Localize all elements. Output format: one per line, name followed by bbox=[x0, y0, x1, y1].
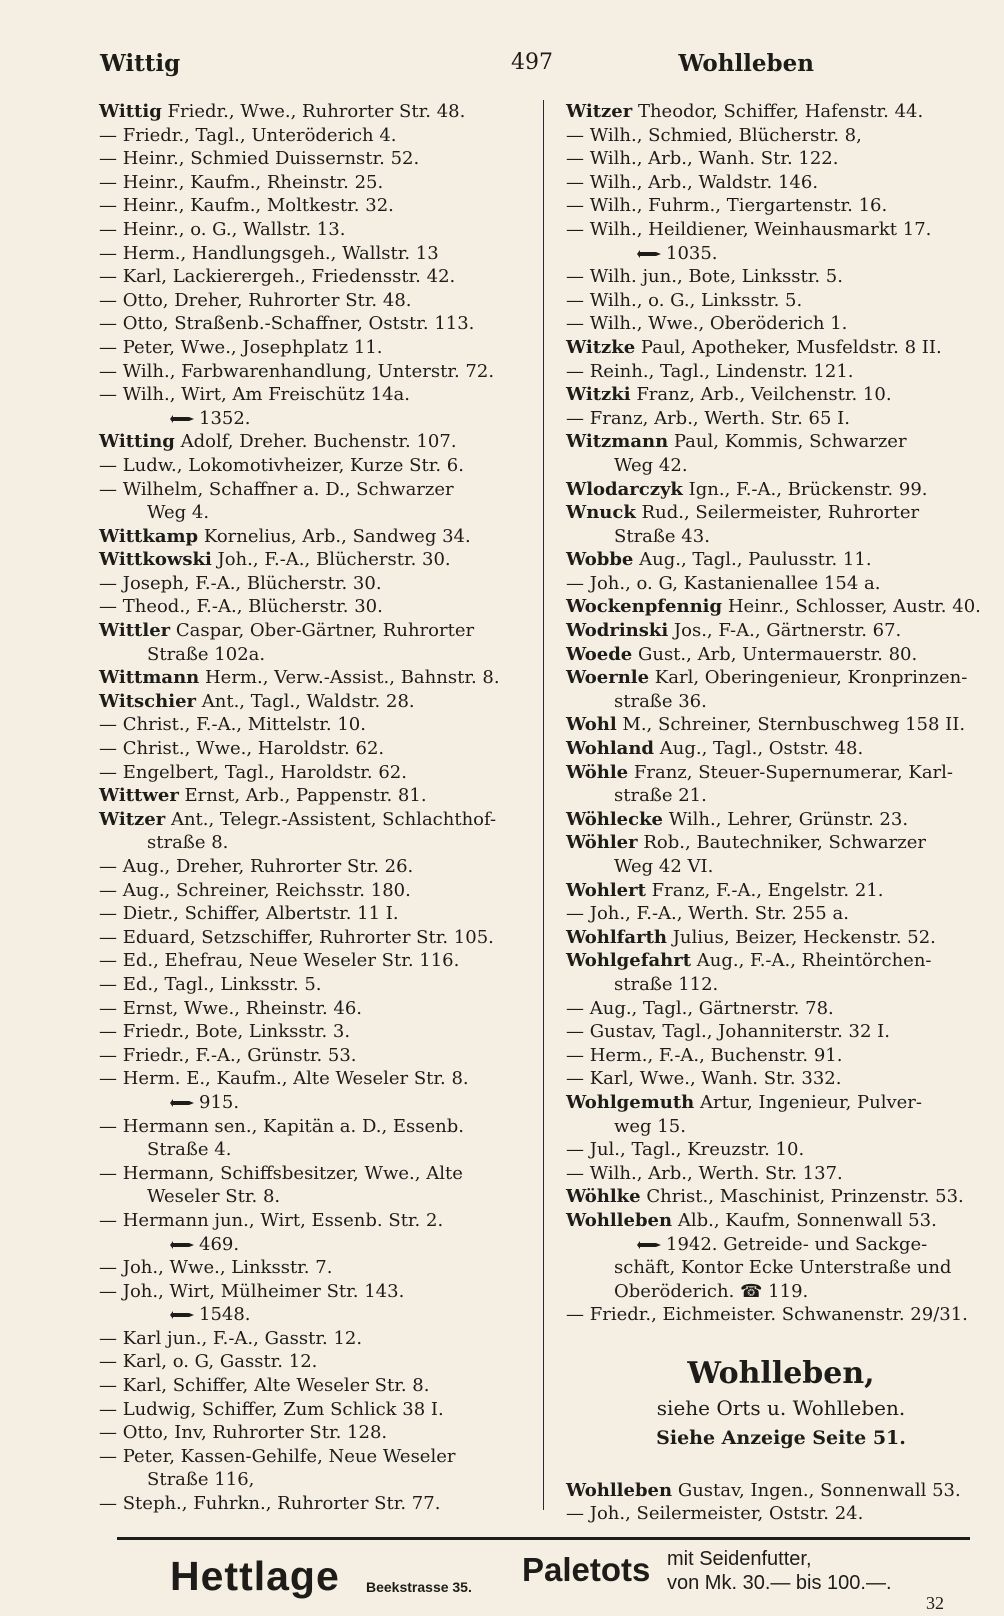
entry-details: Kornelius, Arb., Sandweg 34. bbox=[198, 525, 471, 547]
directory-entry bbox=[566, 501, 996, 525]
entry-surname: Wohlgemuth bbox=[566, 1091, 695, 1113]
footer-advertisement bbox=[170, 1545, 970, 1613]
entry-details: Ant., Telegr.-Assistent, Schlachthof- bbox=[165, 808, 497, 830]
directory-entry bbox=[99, 761, 531, 785]
entry-details: — Gustav, Tagl., Johanniterstr. 32 I. bbox=[566, 1021, 890, 1043]
entry-details: — Wilh., Arb., Werth. Str. 137. bbox=[566, 1162, 843, 1184]
entry-details: — Heinr., o. G., Wallstr. 13. bbox=[99, 218, 346, 240]
entry-details: — Joh., Wwe., Linksstr. 7. bbox=[99, 1257, 333, 1279]
entry-details: — Wilh., Arb., Waldstr. 146. bbox=[566, 171, 819, 193]
entry-surname: Wöhle bbox=[566, 761, 629, 783]
telephone-number: 1035. bbox=[666, 242, 718, 264]
entry-surname: Wodrinski bbox=[566, 620, 669, 642]
entry-details: — Heinr., Kaufm., Rheinstr. 25. bbox=[99, 171, 384, 193]
directory-entry bbox=[99, 1374, 531, 1398]
telephone-entry bbox=[99, 1091, 531, 1115]
entry-details: Heinr., Schlosser, Austr. 40. bbox=[722, 596, 981, 618]
directory-entry bbox=[99, 383, 531, 407]
directory-entry bbox=[566, 737, 996, 761]
directory-entry bbox=[99, 855, 531, 879]
entry-details: — Engelbert, Tagl., Haroldstr. 62. bbox=[99, 761, 407, 783]
entry-continuation: Straße 43. bbox=[614, 525, 710, 547]
directory-entry bbox=[566, 713, 996, 737]
entry-details: — Christ., Wwe., Haroldstr. 62. bbox=[99, 738, 385, 760]
entry-details: — Wilh. jun., Bote, Linksstr. 5. bbox=[566, 266, 843, 288]
entry-surname: Wittig bbox=[99, 101, 162, 122]
ad-text-line1: mit Seidenfutter, bbox=[667, 1548, 812, 1570]
entry-details: — Aug., Tagl., Gärtnerstr. 78. bbox=[566, 997, 834, 1019]
entry-details: Paul, Kommis, Schwarzer bbox=[668, 431, 907, 453]
entry-details: — Friedr., Tagl., Unteröderich 4. bbox=[99, 124, 397, 146]
entry-surname: Woernle bbox=[566, 667, 650, 689]
entry-details: — Reinh., Tagl., Lindenstr. 121. bbox=[566, 360, 854, 382]
entry-surname: Wittkowski bbox=[99, 549, 212, 571]
entry-surname: Wnuck bbox=[566, 502, 636, 524]
directory-entry bbox=[566, 124, 996, 148]
directory-entry bbox=[99, 1162, 531, 1186]
directory-entry bbox=[566, 1067, 996, 1091]
directory-entry bbox=[566, 572, 996, 596]
directory-entry bbox=[566, 666, 996, 690]
entry-details: Jos., F-A., Gärtnerstr. 67. bbox=[668, 620, 902, 642]
entry-details: — Christ., F.-A., Mittelstr. 10. bbox=[99, 714, 366, 736]
entry-details: — Steph., Fuhrkn., Ruhrorter Str. 77. bbox=[99, 1493, 441, 1515]
directory-entry bbox=[566, 949, 996, 973]
directory-entry bbox=[99, 1350, 531, 1374]
entry-details: — Hermann jun., Wirt, Essenb. Str. 2. bbox=[99, 1209, 444, 1231]
entry-surname: Wohl bbox=[566, 714, 617, 736]
page-number: 497 bbox=[511, 50, 553, 75]
header-last-name: Wohlleben bbox=[678, 50, 814, 77]
directory-entry bbox=[99, 737, 531, 761]
entry-details: — Ludwig, Schiffer, Zum Schlick 38 I. bbox=[99, 1398, 444, 1420]
directory-entry bbox=[566, 1091, 996, 1115]
header-first-name: Wittig bbox=[100, 50, 181, 77]
entry-continuation: schäft, Kontor Ecke Unterstraße und bbox=[614, 1257, 952, 1279]
entry-details: — Eduard, Setzschiffer, Ruhrorter Str. 105. bbox=[99, 926, 494, 948]
telephone-icon bbox=[636, 248, 662, 260]
spacer bbox=[566, 1453, 996, 1479]
entry-surname: Witzer bbox=[99, 808, 166, 830]
directory-entry bbox=[99, 1280, 531, 1304]
entry-details: Ernst, Arb., Pappenstr. 81. bbox=[178, 785, 427, 807]
directory-entry bbox=[99, 666, 531, 690]
entry-surname: Wittkamp bbox=[99, 525, 199, 547]
directory-entry bbox=[99, 902, 531, 926]
entry-details: — Friedr., F.-A., Grünstr. 53. bbox=[99, 1044, 357, 1066]
directory-entry bbox=[99, 265, 531, 289]
directory-entry bbox=[99, 879, 531, 903]
entry-details: Artur, Ingenieur, Pulver- bbox=[694, 1091, 922, 1113]
entry-details: — Peter, Kassen-Gehilfe, Neue Weseler bbox=[99, 1445, 456, 1467]
telephone-number: 915. bbox=[199, 1091, 240, 1113]
entry-surname: Witting bbox=[99, 431, 175, 453]
directory-entry bbox=[99, 926, 531, 950]
entry-details: — Joh., F.-A., Werth. Str. 255 a. bbox=[566, 903, 849, 925]
entry-details: — Wilh., Fuhrm., Tiergartenstr. 16. bbox=[566, 195, 888, 217]
ad-product: Paletots bbox=[522, 1551, 651, 1588]
directory-entry bbox=[566, 1479, 996, 1503]
entry-details: — Wilh., Arb., Wanh. Str. 122. bbox=[566, 148, 839, 170]
directory-entry bbox=[566, 383, 996, 407]
entry-details: — Friedr., Eichmeister. Schwanenstr. 29/31. bbox=[566, 1304, 968, 1326]
entry-details: — Hermann, Schiffsbesitzer, Wwe., Alte bbox=[99, 1162, 463, 1184]
entry-details: Karl, Oberingenieur, Kronprinzen- bbox=[649, 667, 968, 689]
directory-entry bbox=[566, 1044, 996, 1068]
directory-entry bbox=[566, 478, 996, 502]
directory-entry bbox=[99, 100, 531, 124]
entry-details: Theodor, Schiffer, Hafenstr. 44. bbox=[632, 101, 924, 122]
telephone-icon bbox=[169, 1309, 195, 1321]
directory-entry bbox=[99, 595, 531, 619]
entry-details: — Wilh., Wirt, Am Freischütz 14a. bbox=[99, 384, 410, 406]
directory-entry bbox=[566, 902, 996, 926]
directory-entry bbox=[566, 147, 996, 171]
entry-details: Rud., Seilermeister, Ruhrorter bbox=[635, 502, 920, 524]
entry-surname: Witzmann bbox=[566, 431, 669, 453]
entry-details: — Wilh., o. G., Linksstr. 5. bbox=[566, 289, 803, 311]
entry-surname: Witzke bbox=[566, 336, 636, 358]
directory-entry bbox=[566, 879, 996, 903]
directory-entry bbox=[566, 1303, 996, 1327]
entry-details: Franz, F.-A., Engelstr. 21. bbox=[645, 879, 884, 901]
entry-details: Aug., Tagl., Oststr. 48. bbox=[654, 738, 864, 760]
directory-entry bbox=[566, 1185, 996, 1209]
entry-surname: Wittwer bbox=[99, 785, 179, 807]
directory-entry bbox=[99, 784, 531, 808]
telephone-entry bbox=[566, 1233, 996, 1257]
entry-continuation: straße 8. bbox=[147, 832, 229, 854]
entry-details: Rob., Bautechniker, Schwarzer bbox=[637, 832, 927, 854]
right-column-tail bbox=[566, 1479, 996, 1526]
directory-entry bbox=[99, 1020, 531, 1044]
directory-entry bbox=[566, 1162, 996, 1186]
directory-entry bbox=[566, 548, 996, 572]
entry-continuation: Weseler Str. 8. bbox=[147, 1186, 281, 1208]
entry-details: — Ed., Tagl., Linksstr. 5. bbox=[99, 973, 322, 995]
entry-details: Christ., Maschinist, Prinzenstr. 53. bbox=[640, 1186, 964, 1208]
directory-entry bbox=[99, 572, 531, 596]
entry-details: — Ernst, Wwe., Rheinstr. 46. bbox=[99, 997, 363, 1019]
directory-entry bbox=[566, 171, 996, 195]
directory-entry bbox=[99, 124, 531, 148]
directory-entry bbox=[566, 336, 996, 360]
directory-entry bbox=[99, 997, 531, 1021]
directory-entry bbox=[566, 100, 996, 124]
ad-notice-line2: Siehe Anzeige Seite 51. bbox=[656, 1426, 906, 1449]
directory-entry bbox=[566, 218, 996, 242]
directory-entry bbox=[99, 194, 531, 218]
telephone-icon bbox=[169, 413, 195, 425]
entry-details: M., Schreiner, Sternbuschweg 158 II. bbox=[616, 714, 966, 736]
directory-entry bbox=[99, 454, 531, 478]
entry-surname: Wohland bbox=[566, 738, 655, 760]
sheet-number: 32 bbox=[926, 1593, 944, 1613]
directory-entry bbox=[99, 690, 531, 714]
right-column bbox=[566, 100, 996, 1526]
entry-details: — Hermann sen., Kapitän a. D., Essenb. bbox=[99, 1115, 465, 1137]
entry-surname: Wohlfarth bbox=[566, 926, 667, 948]
entry-continuation: weg 15. bbox=[614, 1115, 686, 1137]
directory-entry bbox=[99, 242, 531, 266]
directory-entry bbox=[99, 360, 531, 384]
directory-entry bbox=[99, 1044, 531, 1068]
entry-surname: Wöhlke bbox=[566, 1186, 641, 1208]
entry-details: — Jul., Tagl., Kreuzstr. 10. bbox=[566, 1139, 805, 1161]
entry-details: — Wilh., Farbwarenhandlung, Unterstr. 72. bbox=[99, 360, 495, 382]
entry-details: Caspar, Ober-Gärtner, Ruhrorter bbox=[170, 620, 475, 642]
entry-details: Franz, Steuer-Supernumerar, Karl- bbox=[628, 761, 953, 783]
directory-entry bbox=[99, 1209, 531, 1233]
directory-entry bbox=[99, 1421, 531, 1445]
entry-continuation: Weg 4. bbox=[147, 502, 210, 524]
directory-entry bbox=[99, 713, 531, 737]
entry-continuation: Straße 116, bbox=[147, 1469, 255, 1491]
directory-entry bbox=[566, 1138, 996, 1162]
entry-details: Franz, Arb., Veilchenstr. 10. bbox=[630, 384, 892, 406]
directory-entry bbox=[99, 1256, 531, 1280]
directory-entry bbox=[566, 926, 996, 950]
directory-entry bbox=[566, 595, 996, 619]
entry-details: — Joh., Seilermeister, Oststr. 24. bbox=[566, 1503, 864, 1525]
entry-details: — Dietr., Schiffer, Albertstr. 11 I. bbox=[99, 903, 399, 925]
directory-entry bbox=[99, 478, 531, 502]
directory-entry bbox=[566, 761, 996, 785]
directory-entry bbox=[99, 619, 531, 643]
entry-surname: Woede bbox=[566, 643, 633, 665]
ad-address: Beekstrasse 35. bbox=[366, 1579, 472, 1595]
footer-divider bbox=[117, 1537, 970, 1540]
telephone-number: 1352. bbox=[199, 407, 251, 429]
entry-details: — Wilh., Schmied, Blücherstr. 8, bbox=[566, 124, 862, 146]
entry-details: — Wilh., Wwe., Oberöderich 1. bbox=[566, 313, 848, 335]
entry-surname: Wockenpfennig bbox=[566, 596, 723, 618]
directory-entry bbox=[566, 643, 996, 667]
entry-details: — Otto, Inv, Ruhrorter Str. 128. bbox=[99, 1422, 388, 1444]
directory-entry bbox=[566, 619, 996, 643]
entry-details: Gustav, Ingen., Sonnenwall 53. bbox=[672, 1479, 961, 1501]
entry-continuation: Oberöderich. ☎ 119. bbox=[614, 1280, 809, 1302]
entry-details: — Herm. E., Kaufm., Alte Weseler Str. 8. bbox=[99, 1068, 469, 1090]
directory-entry bbox=[566, 194, 996, 218]
entry-details: — Franz, Arb., Werth. Str. 65 I. bbox=[566, 407, 851, 429]
entry-details: Aug., F.-A., Rheintörchen- bbox=[691, 950, 932, 972]
entry-surname: Witzki bbox=[566, 384, 631, 406]
entry-details: — Theod., F.-A., Blücherstr. 30. bbox=[99, 596, 383, 618]
entry-details: Paul, Apotheker, Musfeldstr. 8 II. bbox=[635, 336, 942, 358]
entry-details: — Otto, Dreher, Ruhrorter Str. 48. bbox=[99, 289, 412, 311]
entry-details: — Aug., Dreher, Ruhrorter Str. 26. bbox=[99, 856, 414, 877]
entry-details: Ign., F.-A., Brückenstr. 99. bbox=[682, 478, 928, 500]
directory-entry bbox=[99, 171, 531, 195]
entry-details: — Joh., Wirt, Mülheimer Str. 143. bbox=[99, 1280, 405, 1302]
entry-details: Julius, Beizer, Heckenstr. 52. bbox=[666, 926, 936, 948]
directory-entry bbox=[99, 289, 531, 313]
entry-details: Adolf, Dreher. Buchenstr. 107. bbox=[174, 431, 457, 453]
directory-entry bbox=[566, 1502, 996, 1526]
entry-surname: Wittler bbox=[99, 620, 171, 642]
directory-entry bbox=[566, 265, 996, 289]
telephone-icon bbox=[169, 1097, 195, 1109]
entry-details: Alb., Kaufm, Sonnenwall 53. bbox=[672, 1209, 937, 1231]
entry-details: — Karl, o. G, Gasstr. 12. bbox=[99, 1351, 318, 1373]
entry-continuation: Weg 42 VI. bbox=[614, 856, 714, 877]
entry-surname: Wöhler bbox=[566, 832, 638, 854]
directory-entry bbox=[99, 1445, 531, 1469]
entry-surname: Wobbe bbox=[566, 549, 634, 571]
ad-brand: Hettlage bbox=[170, 1553, 340, 1599]
right-column-entries bbox=[566, 100, 996, 1327]
directory-entry bbox=[99, 336, 531, 360]
entry-details: Joh., F.-A., Blücherstr. 30. bbox=[211, 549, 451, 571]
telephone-number: 1548. bbox=[199, 1304, 251, 1326]
entry-details: — Peter, Wwe., Josephplatz 11. bbox=[99, 336, 383, 358]
entry-details: — Otto, Straßenb.-Schaffner, Oststr. 113. bbox=[99, 313, 475, 335]
entry-surname: Wohlert bbox=[566, 879, 646, 901]
ad-notice-title: Wohlleben, bbox=[687, 1355, 875, 1391]
directory-entry bbox=[99, 1492, 531, 1516]
entry-details: Ant., Tagl., Waldstr. 28. bbox=[196, 690, 415, 712]
entry-surname: Wittmann bbox=[99, 667, 200, 689]
directory-entry bbox=[99, 973, 531, 997]
entry-details: — Karl, Schiffer, Alte Weseler Str. 8. bbox=[99, 1375, 430, 1397]
entry-details: — Joh., o. G, Kastanienallee 154 a. bbox=[566, 572, 881, 594]
entry-surname: Witschier bbox=[99, 690, 197, 712]
directory-entry bbox=[99, 147, 531, 171]
entry-details: — Herm., Handlungsgeh., Wallstr. 13 bbox=[99, 242, 439, 264]
entry-continuation: straße 21. bbox=[614, 785, 707, 807]
directory-entry bbox=[566, 831, 996, 855]
page-header bbox=[100, 50, 964, 86]
directory-entry bbox=[99, 1067, 531, 1091]
entry-details: Gust., Arb, Untermauerstr. 80. bbox=[632, 643, 918, 665]
directory-entry bbox=[566, 407, 996, 431]
directory-entry bbox=[99, 808, 531, 832]
ad-text-line2: von Mk. 30.— bis 100.—. bbox=[667, 1572, 892, 1594]
entry-details: — Wilh., Heildiener, Weinhausmarkt 17. bbox=[566, 218, 932, 240]
directory-entry bbox=[99, 1327, 531, 1351]
directory-entry bbox=[566, 289, 996, 313]
entry-details: Wilh., Lehrer, Grünstr. 23. bbox=[663, 808, 909, 830]
entry-details: — Aug., Schreiner, Reichsstr. 180. bbox=[99, 879, 411, 901]
entry-details: — Heinr., Kaufm., Moltkestr. 32. bbox=[99, 195, 394, 217]
directory-entry bbox=[99, 949, 531, 973]
directory-entry bbox=[566, 312, 996, 336]
entry-details: — Karl, Lackierergeh., Friedensstr. 42. bbox=[99, 266, 456, 288]
entry-surname: Wohlgefahrt bbox=[566, 950, 692, 972]
entry-details: — Ed., Ehefrau, Neue Weseler Str. 116. bbox=[99, 950, 460, 972]
directory-entry bbox=[566, 1209, 996, 1233]
entry-details: — Heinr., Schmied Duissernstr. 52. bbox=[99, 148, 420, 170]
entry-details: Friedr., Wwe., Ruhrorter Str. 48. bbox=[161, 101, 466, 122]
ad-notice bbox=[566, 1355, 996, 1453]
telephone-entry bbox=[99, 1233, 531, 1257]
telephone-entry bbox=[99, 407, 531, 431]
entry-surname: Wohlleben bbox=[566, 1479, 673, 1501]
telephone-entry bbox=[99, 1303, 531, 1327]
entry-continuation: Straße 102a. bbox=[147, 643, 266, 665]
entry-details: — Joseph, F.-A., Blücherstr. 30. bbox=[99, 572, 382, 594]
telephone-icon bbox=[169, 1239, 195, 1251]
telephone-number: 469. bbox=[199, 1233, 240, 1255]
ad-notice-line1: siehe Orts u. Wohlleben. bbox=[656, 1395, 906, 1420]
entry-details: — Karl, Wwe., Wanh. Str. 332. bbox=[566, 1068, 842, 1090]
entry-continuation: Weg 42. bbox=[614, 454, 688, 476]
directory-entry bbox=[99, 1115, 531, 1139]
telephone-icon bbox=[636, 1239, 662, 1251]
column-divider bbox=[543, 100, 544, 1510]
telephone-number: 1942. Getreide- und Sackge- bbox=[666, 1233, 928, 1255]
entry-continuation: straße 112. bbox=[614, 973, 719, 995]
entry-surname: Wlodarczyk bbox=[566, 478, 683, 500]
directory-entry bbox=[99, 525, 531, 549]
directory-entry bbox=[566, 997, 996, 1021]
directory-entry bbox=[99, 312, 531, 336]
entry-details: — Ludw., Lokomotivheizer, Kurze Str. 6. bbox=[99, 454, 464, 476]
entry-details: — Wilhelm, Schaffner a. D., Schwarzer bbox=[99, 478, 454, 500]
directory-entry bbox=[99, 218, 531, 242]
directory-entry bbox=[99, 1398, 531, 1422]
entry-details: — Karl jun., F.-A., Gasstr. 12. bbox=[99, 1327, 363, 1349]
telephone-entry bbox=[566, 242, 996, 266]
directory-entry bbox=[566, 430, 996, 454]
entry-details: Herm., Verw.-Assist., Bahnstr. 8. bbox=[199, 667, 500, 689]
directory-entry bbox=[99, 548, 531, 572]
directory-entry bbox=[566, 808, 996, 832]
entry-surname: Witzer bbox=[566, 101, 633, 122]
entry-surname: Wöhlecke bbox=[566, 808, 664, 830]
left-column bbox=[99, 100, 531, 1516]
entry-details: — Herm., F.-A., Buchenstr. 91. bbox=[566, 1044, 843, 1066]
entry-details: Aug., Tagl., Paulusstr. 11. bbox=[633, 549, 872, 571]
entry-continuation: Straße 4. bbox=[147, 1139, 232, 1161]
entry-surname: Wohlleben bbox=[566, 1209, 673, 1231]
directory-entry bbox=[566, 360, 996, 384]
entry-continuation: straße 36. bbox=[614, 690, 707, 712]
directory-entry bbox=[566, 1020, 996, 1044]
entry-details: — Friedr., Bote, Linksstr. 3. bbox=[99, 1021, 351, 1043]
directory-entry bbox=[99, 430, 531, 454]
